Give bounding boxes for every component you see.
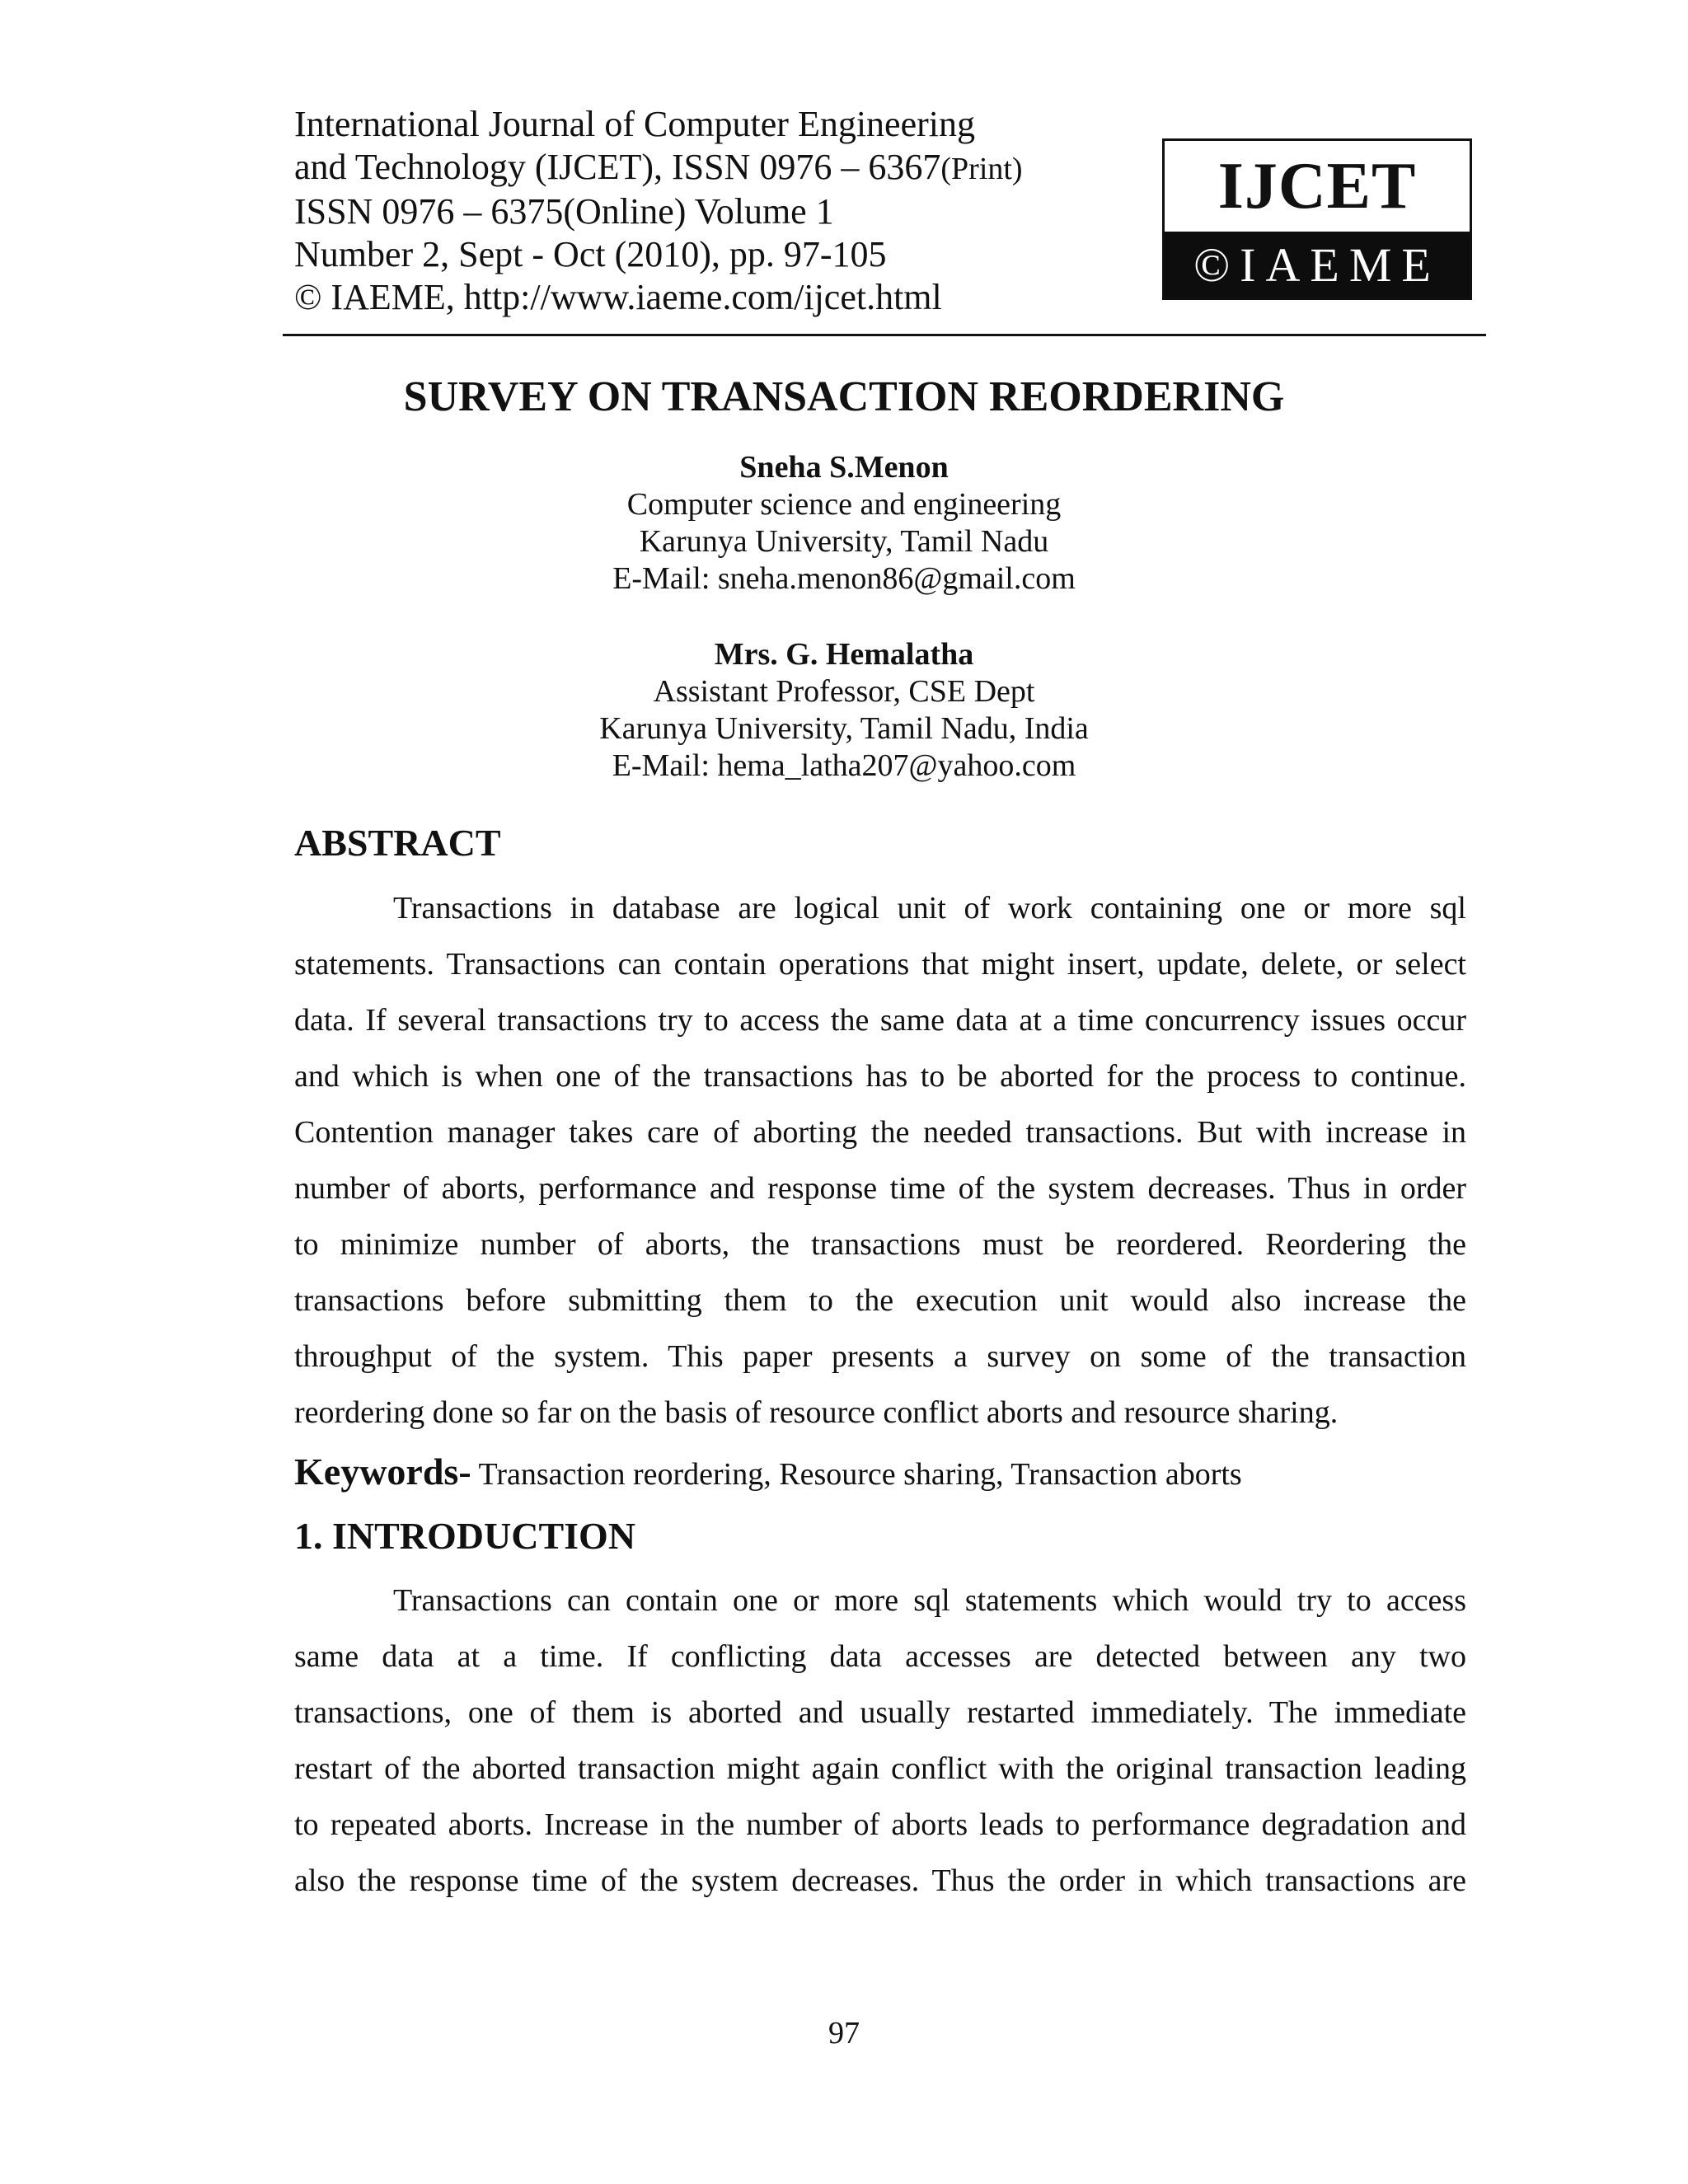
- author-2-email: E-Mail: hema_latha207@yahoo.com: [612, 748, 1076, 783]
- journal-line-3: ISSN 0976 – 6375(Online) Volume 1: [294, 191, 834, 232]
- abstract-line: reordering done so far on the basis of resource conflict aborts and resource sharing.: [294, 1395, 1339, 1430]
- author-1-name: Sneha S.Menon: [739, 450, 949, 485]
- journal-line-2: and Technology (IJCET), ISSN 0976 – 6367(Print): [294, 147, 1023, 187]
- journal-logo: [1162, 138, 1472, 300]
- header-divider: [283, 334, 1486, 336]
- author-1-affiliation: Karunya University, Tamil Nadu: [639, 524, 1049, 559]
- author-2-name: Mrs. G. Hemalatha: [714, 637, 974, 672]
- print-tag: (Print): [940, 152, 1023, 186]
- keywords-text: Transaction reordering, Resource sharing, Transaction aborts: [471, 1457, 1242, 1492]
- abstract-line: transactions before submitting them to the execution unit would also increase the: [294, 1283, 1466, 1318]
- journal-line-1: International Journal of Computer Engineering: [294, 104, 975, 144]
- introduction-line: same data at a time. If conflicting data accesses are detected between any two: [294, 1639, 1466, 1674]
- introduction-line: transactions, one of them is aborted and usually restarted immediately. The immediate: [294, 1695, 1466, 1730]
- abstract-line: and which is when one of the transactions has to be aborted for the process to continue.: [294, 1059, 1466, 1094]
- journal-line-5: © IAEME, http://www.iaeme.com/ijcet.html: [294, 277, 942, 317]
- keywords: [294, 1449, 1242, 1497]
- abstract-heading: ABSTRACT: [294, 822, 501, 864]
- journal-header: [294, 103, 1135, 319]
- introduction-line: also the response time of the system decreases. Thus the order in which transactions are: [294, 1863, 1466, 1898]
- journal-line-4: Number 2, Sept - Oct (2010), pp. 97-105: [294, 234, 887, 274]
- introduction-line: to repeated aborts. Increase in the number of aborts leads to performance degradation and: [294, 1807, 1466, 1842]
- page-number: 97: [828, 2016, 860, 2050]
- abstract-body: [294, 880, 1466, 1441]
- introduction-line: Transactions can contain one or more sql statements which would try to access: [393, 1583, 1466, 1618]
- author-1-dept: Computer science and engineering: [626, 487, 1062, 522]
- logo-iaeme: ©IAEME: [1165, 232, 1470, 298]
- abstract-line: data. If several transactions try to access the same data at a time concurrency issues occur: [294, 1003, 1466, 1038]
- abstract-line: Contention manager takes care of aborting the needed transactions. But with increase in: [294, 1115, 1466, 1150]
- introduction-line: restart of the aborted transaction might again conflict with the original transaction leading: [294, 1751, 1466, 1786]
- logo-ijcet: IJCET: [1217, 149, 1417, 223]
- author-1-email: E-Mail: sneha.menon86@gmail.com: [612, 561, 1076, 596]
- paper-title: SURVEY ON TRANSACTION REORDERING: [403, 373, 1285, 420]
- abstract-line: throughput of the system. This paper presents a survey on some of the transaction: [294, 1339, 1466, 1374]
- introduction-body: [294, 1572, 1466, 1909]
- abstract-line: Transactions in database are logical unit of work containing one or more sql: [393, 891, 1466, 926]
- abstract-line: number of aborts, performance and response time of the system decreases. Thus in order: [294, 1171, 1466, 1206]
- author-2: [0, 636, 1688, 785]
- author-1: [0, 449, 1688, 598]
- abstract-line: to minimize number of aborts, the transactions must be reordered. Reordering the: [294, 1227, 1466, 1262]
- author-2-affiliation: Karunya University, Tamil Nadu, India: [599, 711, 1089, 746]
- author-2-title: Assistant Professor, CSE Dept: [653, 674, 1035, 709]
- introduction-heading: 1. INTRODUCTION: [294, 1515, 636, 1557]
- keywords-label: Keywords-: [294, 1451, 471, 1493]
- abstract-line: statements. Transactions can contain operations that might insert, update, delete, or select: [294, 947, 1466, 982]
